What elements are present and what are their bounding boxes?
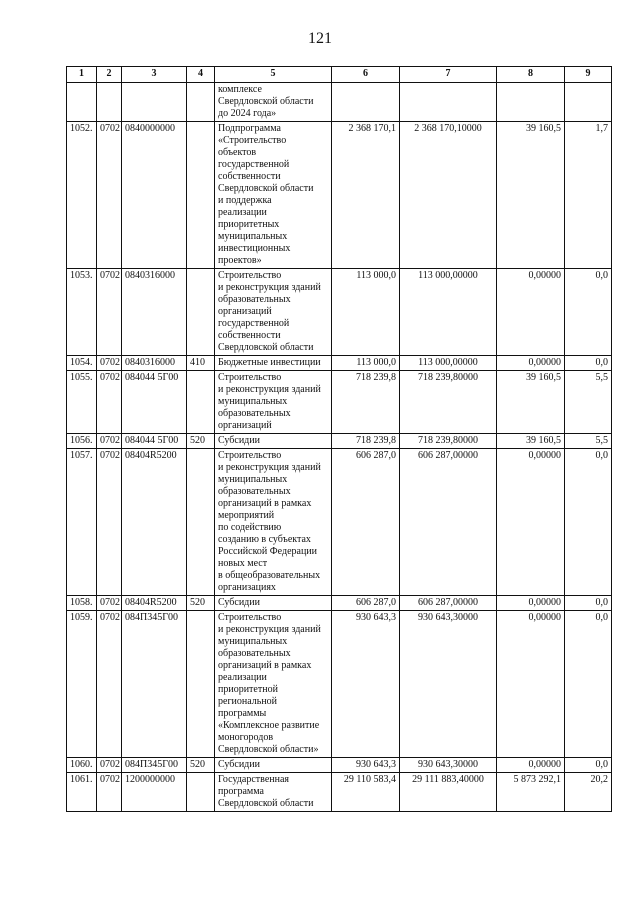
row-number-cell: 1059. xyxy=(67,611,97,758)
target-article-cell: 0840316000 xyxy=(122,269,187,356)
table-row xyxy=(67,434,612,449)
header-col-2: 2 xyxy=(97,67,122,83)
amount-cell: 930 643,3 xyxy=(332,758,400,773)
amount-extra-cell xyxy=(497,83,565,122)
name-cell: комплексе Свердловской области до 2024 года» xyxy=(215,83,332,122)
amount-extra-cell: 39 160,5 xyxy=(497,434,565,449)
section-code-cell: 0702 xyxy=(97,596,122,611)
section-code-cell: 0702 xyxy=(97,758,122,773)
page-number: 121 xyxy=(308,30,332,47)
amount-detail-cell xyxy=(400,83,497,122)
target-article-cell: 084044 5Г00 xyxy=(122,371,187,434)
row-number-cell xyxy=(67,83,97,122)
expense-type-cell xyxy=(187,122,215,269)
name-cell: Государственная программа Свердловской области xyxy=(215,773,332,812)
percent-cell: 0,0 xyxy=(565,449,612,596)
section-code-cell: 0702 xyxy=(97,434,122,449)
section-code-cell: 0702 xyxy=(97,269,122,356)
amount-extra-cell: 0,00000 xyxy=(497,449,565,596)
name-cell: Субсидии xyxy=(215,434,332,449)
amount-detail-cell: 718 239,80000 xyxy=(400,434,497,449)
row-number-cell: 1055. xyxy=(67,371,97,434)
percent-cell: 0,0 xyxy=(565,758,612,773)
target-article-cell: 1200000000 xyxy=(122,773,187,812)
table-row xyxy=(67,83,612,122)
amount-detail-cell: 718 239,80000 xyxy=(400,371,497,434)
row-number-cell: 1058. xyxy=(67,596,97,611)
expense-type-cell: 520 xyxy=(187,758,215,773)
amount-cell xyxy=(332,83,400,122)
target-article-cell: 0840316000 xyxy=(122,356,187,371)
header-col-8: 8 xyxy=(497,67,565,83)
amount-detail-cell: 113 000,00000 xyxy=(400,356,497,371)
name-cell: Строительство и реконструкция зданий образовательных организаций государственной собственности Свердловской области xyxy=(215,269,332,356)
section-code-cell: 0702 xyxy=(97,122,122,269)
expense-type-cell xyxy=(187,371,215,434)
name-cell: Субсидии xyxy=(215,596,332,611)
amount-cell: 930 643,3 xyxy=(332,611,400,758)
percent-cell: 1,7 xyxy=(565,122,612,269)
target-article-cell: 084044 5Г00 xyxy=(122,434,187,449)
expense-type-cell: 520 xyxy=(187,434,215,449)
amount-detail-cell: 29 111 883,40000 xyxy=(400,773,497,812)
amount-detail-cell: 930 643,30000 xyxy=(400,758,497,773)
amount-extra-cell: 0,00000 xyxy=(497,269,565,356)
target-article-cell: 08404R5200 xyxy=(122,449,187,596)
expense-type-cell: 520 xyxy=(187,596,215,611)
percent-cell xyxy=(565,83,612,122)
percent-cell: 0,0 xyxy=(565,356,612,371)
row-number-cell: 1057. xyxy=(67,449,97,596)
name-cell: Строительство и реконструкция зданий муниципальных образовательных организаций в рамках реализации приоритетной региональной программы «Комплексное развитие моногородов Свердловской области» xyxy=(215,611,332,758)
expense-type-cell: 410 xyxy=(187,356,215,371)
amount-cell: 718 239,8 xyxy=(332,434,400,449)
expense-type-cell xyxy=(187,83,215,122)
table-body xyxy=(67,83,612,812)
target-article-cell: 0840000000 xyxy=(122,122,187,269)
percent-cell: 5,5 xyxy=(565,434,612,449)
target-article-cell: 08404R5200 xyxy=(122,596,187,611)
name-cell: Строительство и реконструкция зданий муниципальных образовательных организаций xyxy=(215,371,332,434)
target-article-cell: 084П345Г00 xyxy=(122,758,187,773)
amount-extra-cell: 0,00000 xyxy=(497,596,565,611)
table-row xyxy=(67,611,612,758)
expense-type-cell xyxy=(187,449,215,596)
target-article-cell: 084П345Г00 xyxy=(122,611,187,758)
header-row xyxy=(67,67,612,83)
amount-cell: 718 239,8 xyxy=(332,371,400,434)
amount-cell: 29 110 583,4 xyxy=(332,773,400,812)
expense-type-cell xyxy=(187,611,215,758)
name-cell: Субсидии xyxy=(215,758,332,773)
header-col-4: 4 xyxy=(187,67,215,83)
amount-extra-cell: 0,00000 xyxy=(497,356,565,371)
amount-extra-cell: 5 873 292,1 xyxy=(497,773,565,812)
amount-cell: 606 287,0 xyxy=(332,596,400,611)
row-number-cell: 1056. xyxy=(67,434,97,449)
row-number-cell: 1054. xyxy=(67,356,97,371)
name-cell: Подпрограмма «Строительство объектов государственной собственности Свердловской области и поддержка реализации приоритетных муниципальных инвестиционных проектов» xyxy=(215,122,332,269)
amount-cell: 2 368 170,1 xyxy=(332,122,400,269)
table-row xyxy=(67,269,612,356)
amount-cell: 606 287,0 xyxy=(332,449,400,596)
row-number-cell: 1060. xyxy=(67,758,97,773)
section-code-cell xyxy=(97,83,122,122)
amount-detail-cell: 606 287,00000 xyxy=(400,596,497,611)
name-cell: Бюджетные инвестиции xyxy=(215,356,332,371)
row-number-cell: 1061. xyxy=(67,773,97,812)
percent-cell: 5,5 xyxy=(565,371,612,434)
amount-detail-cell: 2 368 170,10000 xyxy=(400,122,497,269)
amount-detail-cell: 930 643,30000 xyxy=(400,611,497,758)
section-code-cell: 0702 xyxy=(97,449,122,596)
expense-type-cell xyxy=(187,269,215,356)
header-col-6: 6 xyxy=(332,67,400,83)
section-code-cell: 0702 xyxy=(97,773,122,812)
section-code-cell: 0702 xyxy=(97,371,122,434)
table-row xyxy=(67,449,612,596)
percent-cell: 0,0 xyxy=(565,596,612,611)
amount-extra-cell: 39 160,5 xyxy=(497,371,565,434)
amount-cell: 113 000,0 xyxy=(332,269,400,356)
percent-cell: 0,0 xyxy=(565,611,612,758)
row-number-cell: 1052. xyxy=(67,122,97,269)
amount-extra-cell: 0,00000 xyxy=(497,758,565,773)
table-row xyxy=(67,356,612,371)
amount-detail-cell: 113 000,00000 xyxy=(400,269,497,356)
table-row xyxy=(67,371,612,434)
table-row xyxy=(67,596,612,611)
section-code-cell: 0702 xyxy=(97,356,122,371)
header-col-9: 9 xyxy=(565,67,612,83)
table-row xyxy=(67,122,612,269)
name-cell: Строительство и реконструкция зданий муниципальных образовательных организаций в рамках мероприятий по содействию созданию в субъектах Российской Федерации новых мест в общеобразовательных организациях xyxy=(215,449,332,596)
percent-cell: 0,0 xyxy=(565,269,612,356)
table-row xyxy=(67,773,612,812)
amount-detail-cell: 606 287,00000 xyxy=(400,449,497,596)
table-row xyxy=(67,758,612,773)
percent-cell: 20,2 xyxy=(565,773,612,812)
budget-table xyxy=(66,66,612,812)
amount-extra-cell: 39 160,5 xyxy=(497,122,565,269)
amount-extra-cell: 0,00000 xyxy=(497,611,565,758)
row-number-cell: 1053. xyxy=(67,269,97,356)
target-article-cell xyxy=(122,83,187,122)
header-col-7: 7 xyxy=(400,67,497,83)
header-col-3: 3 xyxy=(122,67,187,83)
header-col-1: 1 xyxy=(67,67,97,83)
expense-type-cell xyxy=(187,773,215,812)
section-code-cell: 0702 xyxy=(97,611,122,758)
amount-cell: 113 000,0 xyxy=(332,356,400,371)
header-col-5: 5 xyxy=(215,67,332,83)
